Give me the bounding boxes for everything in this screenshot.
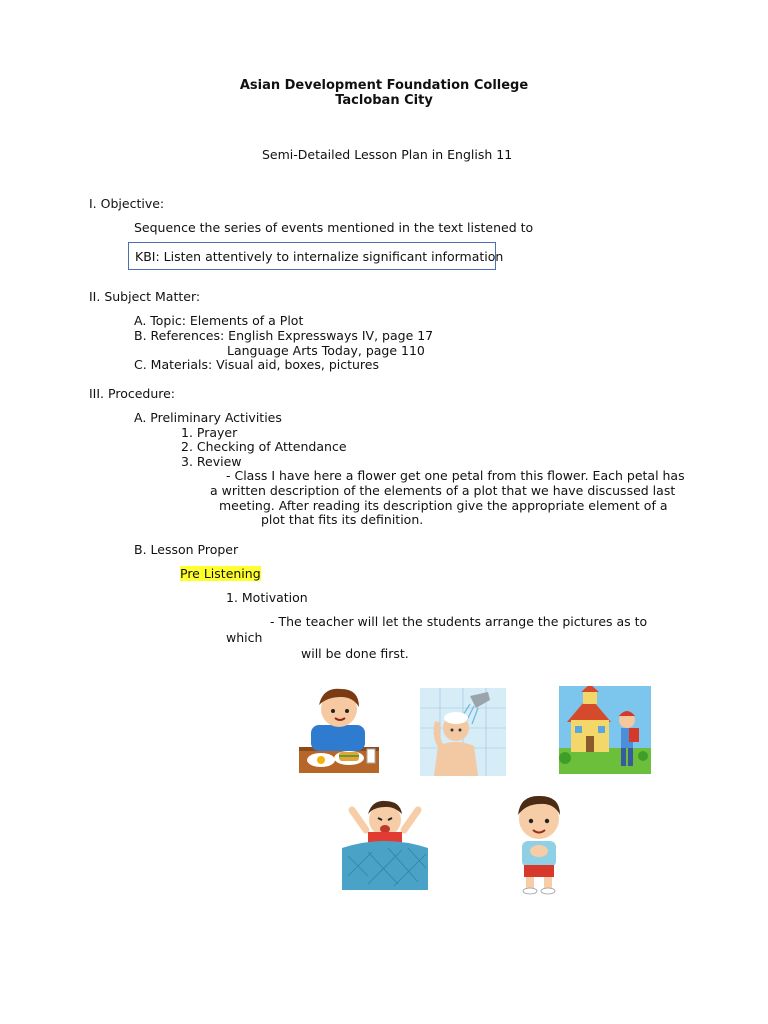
kbi-box bbox=[128, 242, 504, 270]
preliminary-activities: A. Preliminary Activities bbox=[134, 410, 282, 425]
lesson-plan-title: Semi-Detailed Lesson Plan in English 11 bbox=[262, 147, 513, 162]
school-name: Asian Development Foundation College bbox=[239, 78, 529, 93]
motivation-text-1: - The teacher will let the students arrange the pictures as to bbox=[270, 614, 648, 629]
review-text-2: a written description of the elements of a plot that we have discussed last bbox=[210, 483, 676, 498]
boy-waking-up-icon bbox=[338, 796, 432, 890]
objective-text: Sequence the series of events mentioned in the text listened to bbox=[134, 220, 534, 235]
review-text-4: plot that fits its definition. bbox=[261, 512, 424, 527]
motivation-heading: 1. Motivation bbox=[226, 590, 308, 605]
references-line-2: Language Arts Today, page 110 bbox=[227, 343, 425, 358]
prayer-item: 1. Prayer bbox=[181, 425, 238, 440]
school-city: Tacloban City bbox=[335, 93, 433, 108]
boy-eating-breakfast-icon bbox=[297, 685, 381, 775]
lesson-proper-heading: B. Lesson Proper bbox=[134, 542, 239, 557]
references-line: B. References: English Expressways IV, page 17 bbox=[134, 328, 434, 343]
motivation-text-2: which bbox=[226, 630, 263, 645]
pre-listening-label: Pre Listening bbox=[180, 566, 261, 581]
materials-line: C. Materials: Visual aid, boxes, pictures bbox=[134, 357, 379, 372]
boy-brushing-teeth-icon bbox=[500, 793, 578, 895]
review-item: 3. Review bbox=[181, 454, 242, 469]
review-text-1: - Class I have here a flower get one petal from this flower. Each petal has bbox=[226, 468, 685, 483]
attendance-item: 2. Checking of Attendance bbox=[181, 439, 347, 454]
motivation-text-3: will be done first. bbox=[301, 646, 409, 661]
review-text-3: meeting. After reading its description give the appropriate element of a bbox=[219, 498, 668, 513]
topic-line: A. Topic: Elements of a Plot bbox=[134, 313, 304, 328]
boy-going-to-school-icon bbox=[559, 686, 651, 774]
procedure-heading: III. Procedure: bbox=[89, 386, 176, 401]
boy-taking-shower-icon bbox=[420, 688, 506, 776]
objective-heading: I. Objective: bbox=[89, 196, 165, 211]
subject-matter-heading: II. Subject Matter: bbox=[89, 289, 201, 304]
kbi-text: KBI: Listen attentively to internalize significant information bbox=[135, 249, 504, 264]
